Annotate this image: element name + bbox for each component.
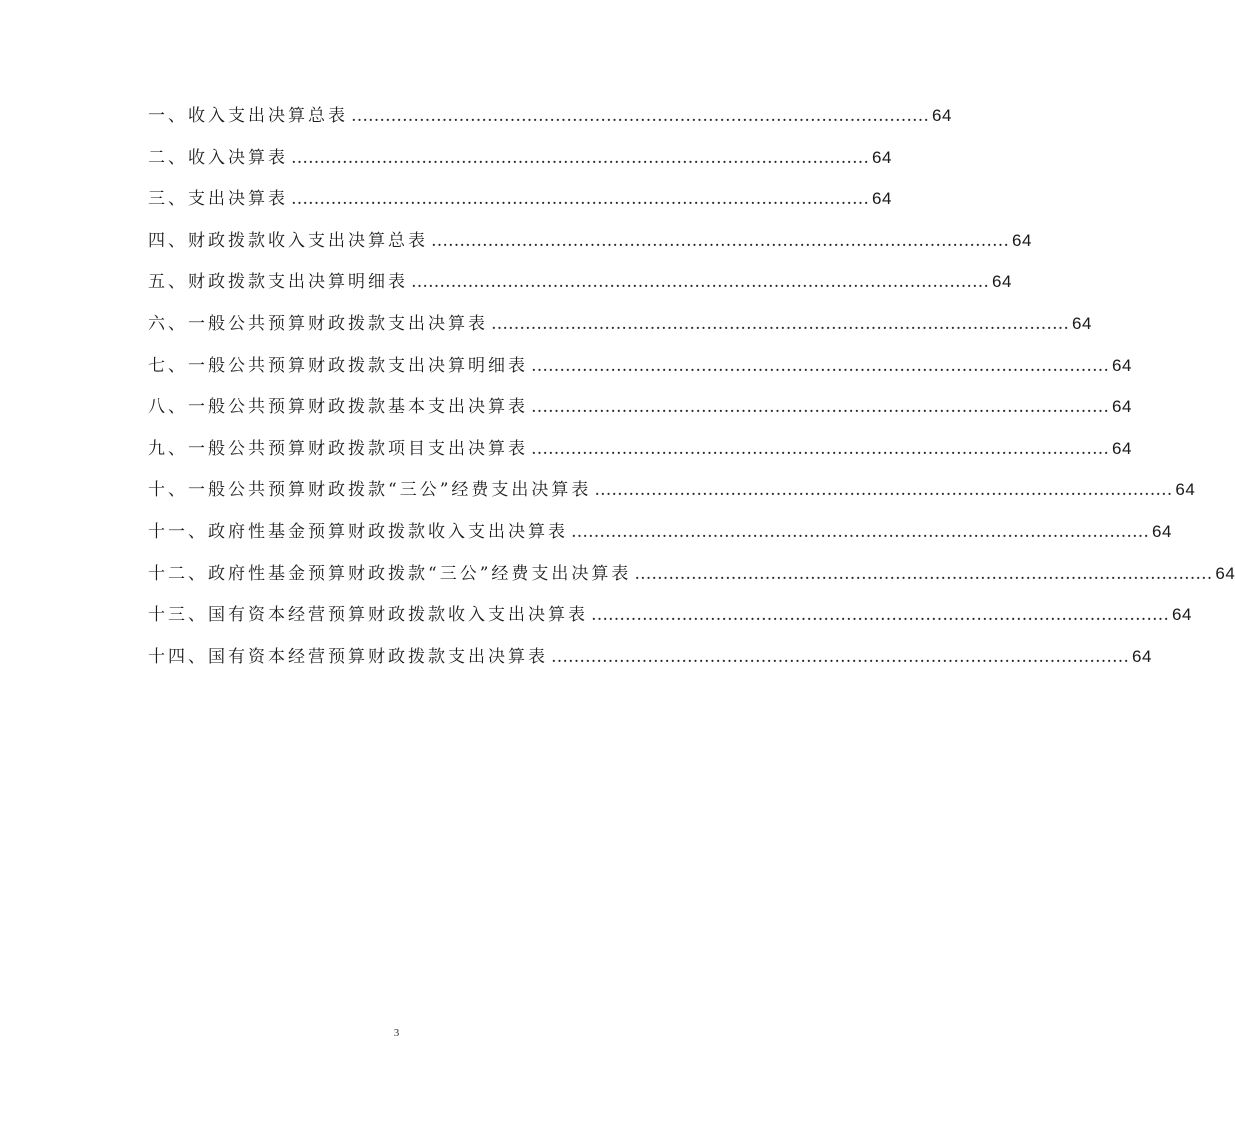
toc-entry-page: 64 (1172, 605, 1192, 625)
table-of-contents (148, 100, 1235, 682)
toc-dot-leader: ………………………………………………………………………………………… (571, 521, 1149, 542)
toc-dot-leader: ………………………………………………………………………………………… (531, 438, 1109, 459)
toc-entry[interactable] (148, 433, 1132, 475)
toc-entry-page: 64 (1112, 355, 1132, 375)
toc-entry-page: 64 (872, 147, 892, 167)
toc-entry-title: 七、一般公共预算财政拨款支出决算明细表 (148, 355, 528, 376)
toc-entry[interactable] (148, 516, 1172, 558)
toc-entry-title: 三、支出决算表 (148, 189, 288, 210)
toc-entry[interactable] (148, 308, 1092, 350)
toc-entry-title: 十一、政府性基金预算财政拨款收入支出决算表 (148, 521, 568, 542)
toc-entry[interactable] (148, 599, 1192, 641)
toc-entry-title: 十、一般公共预算财政拨款“三公”经费支出决算表 (148, 480, 592, 501)
toc-entry-title: 四、财政拨款收入支出决算总表 (148, 230, 428, 251)
toc-entry[interactable] (148, 641, 1152, 683)
toc-dot-leader: ………………………………………………………………………………………… (531, 397, 1109, 418)
toc-entry[interactable] (148, 225, 1032, 267)
toc-entry-title: 十三、国有资本经营预算财政拨款收入支出决算表 (148, 605, 588, 626)
toc-entry-title: 二、收入决算表 (148, 147, 288, 168)
page-number: 3 (393, 1027, 400, 1039)
toc-entry[interactable] (148, 558, 1235, 600)
toc-entry[interactable] (148, 474, 1196, 516)
toc-dot-leader: ………………………………………………………………………………………… (634, 563, 1213, 584)
toc-entry[interactable] (148, 183, 892, 225)
toc-entry-title: 九、一般公共预算财政拨款项目支出决算表 (148, 438, 528, 459)
toc-dot-leader: ………………………………………………………………………………………… (591, 605, 1169, 626)
toc-dot-leader: ………………………………………………………………………………………… (551, 646, 1129, 667)
toc-dot-leader: ………………………………………………………………………………………… (291, 189, 869, 210)
toc-dot-leader: ………………………………………………………………………………………… (491, 313, 1069, 334)
toc-entry-page: 64 (932, 106, 952, 125)
toc-entry-page: 64 (872, 189, 892, 209)
toc-dot-leader: ………………………………………………………………………………………… (351, 106, 929, 126)
toc-entry[interactable] (148, 391, 1132, 433)
toc-dot-leader: ………………………………………………………………………………………… (531, 355, 1109, 376)
toc-entry-page: 64 (1112, 397, 1132, 417)
toc-entry-page: 64 (1132, 646, 1152, 666)
toc-entry-page: 64 (1215, 563, 1235, 583)
toc-entry-title: 十四、国有资本经营预算财政拨款支出决算表 (148, 646, 548, 667)
toc-entry-page: 64 (1175, 480, 1196, 500)
toc-entry-title: 六、一般公共预算财政拨款支出决算表 (148, 313, 488, 334)
toc-entry-title: 一、收入支出决算总表 (148, 106, 348, 126)
toc-dot-leader: ………………………………………………………………………………………… (594, 480, 1173, 501)
toc-entry[interactable] (148, 266, 1012, 308)
toc-entry-title: 十二、政府性基金预算财政拨款“三公”经费支出决算表 (148, 563, 632, 584)
toc-entry-page: 64 (1152, 521, 1172, 541)
toc-dot-leader: ………………………………………………………………………………………… (431, 230, 1009, 251)
toc-entry[interactable] (148, 350, 1132, 392)
toc-dot-leader: ………………………………………………………………………………………… (411, 272, 989, 293)
toc-entry-page: 64 (1112, 438, 1132, 458)
toc-entry[interactable] (148, 100, 952, 142)
toc-dot-leader: ………………………………………………………………………………………… (291, 147, 869, 168)
toc-entry-page: 64 (1012, 230, 1032, 250)
toc-entry-page: 64 (992, 272, 1012, 292)
toc-entry-title: 五、财政拨款支出决算明细表 (148, 272, 408, 293)
toc-entry-title: 八、一般公共预算财政拨款基本支出决算表 (148, 397, 528, 418)
toc-entry[interactable] (148, 142, 892, 184)
toc-entry-page: 64 (1072, 313, 1092, 333)
